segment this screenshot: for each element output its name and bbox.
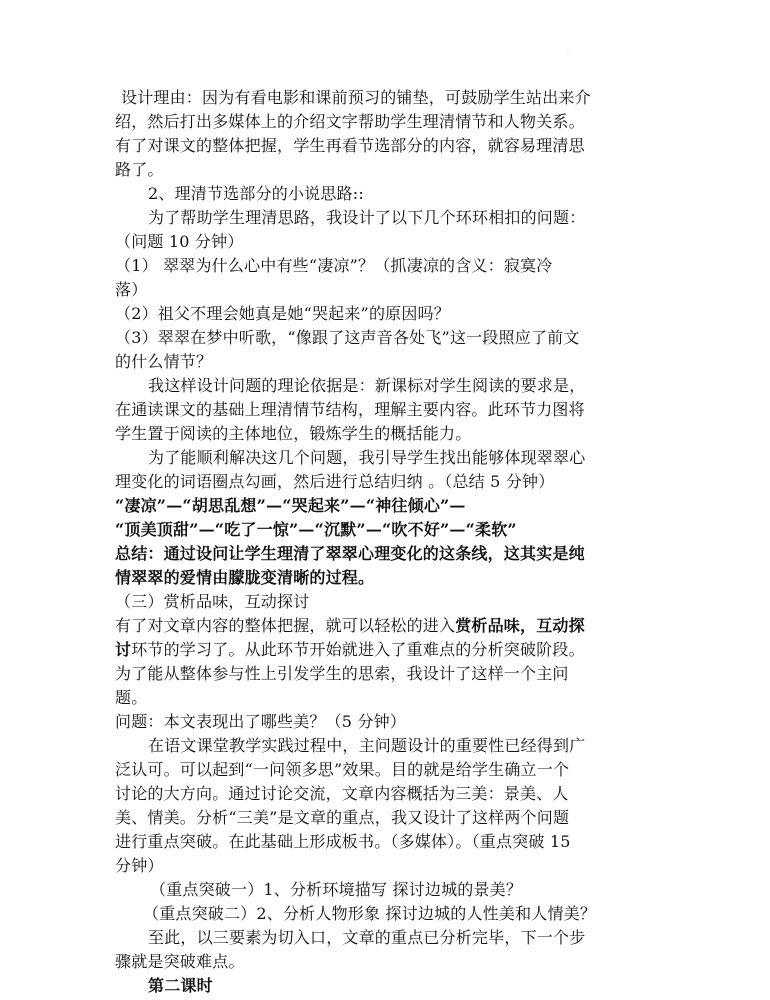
- text-line: [115, 614, 660, 638]
- text-line: 美、情美。分析“三美”是文章的重点，我又设计了这样两个问题: [115, 808, 570, 827]
- keyword-chain-line: “凄凉”—“胡思乱想”—“哭起来”—“神往倾心”—: [115, 496, 466, 515]
- text-line: 绍，然后打出多媒体上的介绍文字帮助学生理清情节和人物关系。: [115, 112, 585, 131]
- question-line: 问题：本文表现出了哪些美？（5 分钟）: [115, 712, 407, 731]
- section-heading: （三）赏析品味，互动探讨: [115, 592, 310, 611]
- text-line: 至此，以三要素为切入口，文章的重点已分析完毕，下一个步: [148, 928, 586, 947]
- question-line: （1） 翠翠为什么心中有些“凄凉”？（抓凄凉的含义：寂寞冷: [115, 256, 553, 275]
- text-line: 学生置于阅读的主体地位，锻炼学生的概括能力。: [115, 424, 472, 443]
- text-line: 落）: [115, 280, 148, 299]
- lesson-heading: 第二课时: [148, 976, 213, 995]
- text-line: 为了能顺利解决这几个问题，我引导学生找出能够体现翠翠心: [148, 448, 586, 467]
- question-line: （3）翠翠在梦中听歌，“像跟了这声音各处飞”这一段照应了前文: [115, 328, 580, 347]
- text-line: 为了能从整体参与性上引发学生的思索，我设计了这样一个主问: [115, 664, 569, 683]
- text-line: 题。: [115, 688, 148, 707]
- focus-point-line: （重点突破一）1、分析环境描写 探讨边城的景美？: [150, 880, 523, 899]
- section-heading: 2、理清节选部分的小说思路::: [148, 184, 364, 203]
- text-line: 为了帮助学生理清思路，我设计了以下几个环环相扣的问题：: [148, 208, 586, 227]
- text-line: 讨论的大方向。通过讨论交流，文章内容概括为三美：景美、人: [115, 784, 569, 803]
- summary-line: 总结：通过设问让学生理清了翠翠心理变化的这条线，这其实是纯: [115, 544, 585, 563]
- question-line: （2）祖父不理会她真是她“哭起来”的原因吗？: [115, 304, 450, 323]
- text-line: 我这样设计问题的理论依据是：新课标对学生阅读的要求是，: [148, 376, 586, 395]
- bold-segment: 讨: [115, 640, 132, 659]
- bold-segment: 赏析品味，互动探: [455, 616, 585, 635]
- text-line: 在语文课堂教学实践过程中，主问题设计的重要性已经得到广: [148, 736, 586, 755]
- text-line: 的什么情节？: [115, 352, 213, 371]
- text-line: 理变化的词语圈点勾画，然后进行总结归纳 。（总结 5 分钟）: [115, 472, 555, 491]
- summary-line: 情翠翠的爱情由朦胧变清晰的过程。: [115, 568, 375, 587]
- text-segment: 环节的学习了。从此环节开始就进入了重难点的分析突破阶段。: [131, 640, 585, 659]
- text-line: 骤就是突破难点。: [115, 952, 245, 971]
- keyword-chain-line: “顶美顶甜”—“吃了一惊”—“沉默”—“吹不好”—“柔软”: [115, 520, 517, 539]
- focus-point-line: （重点突破二）2、分析人物形象 探讨边城的人性美和人情美？: [143, 904, 597, 923]
- text-line: 在通读课文的基础上理清情节结构，理解主要内容。此环节力图将: [115, 400, 585, 419]
- text-line: 有了对课文的整体把握，学生再看节选部分的内容，就容易理清思: [115, 136, 585, 155]
- text-line: 分钟）: [115, 856, 164, 875]
- text-line: 设计理由：因为有看电影和课前预习的铺垫，可鼓励学生站出来介: [121, 88, 591, 107]
- text-line: [115, 638, 660, 662]
- text-line: 进行重点突破。在此基础上形成板书。（多媒体）。（重点突破 15: [115, 832, 571, 851]
- page-mark: ·: [567, 48, 569, 55]
- text-line: （问题 10 分钟）: [115, 232, 244, 251]
- text-segment: 有了对文章内容的整体把握，就可以轻松的进入: [115, 616, 456, 635]
- text-line: 路了。: [115, 160, 164, 179]
- text-line: 泛认可。可以起到“一问领多思”效果。目的就是给学生确立一个: [115, 760, 570, 779]
